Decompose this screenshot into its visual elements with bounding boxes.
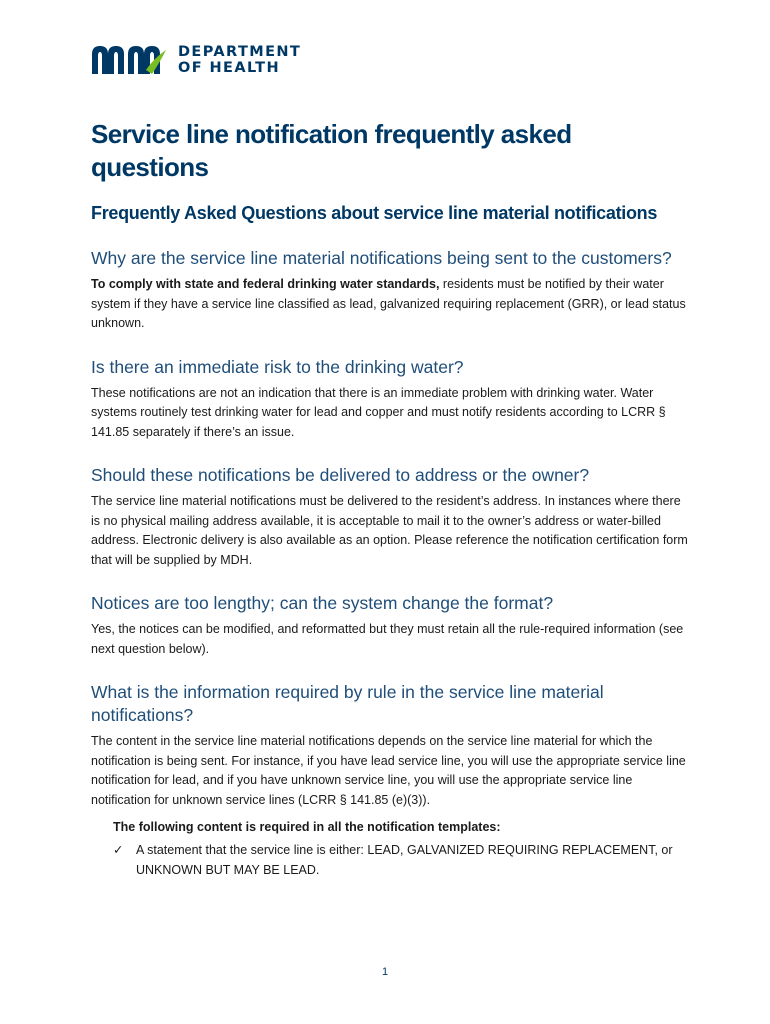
- faq-question-4: Notices are too lengthy; can the system change the format?: [91, 593, 554, 613]
- page-number: 1: [381, 966, 389, 978]
- faq-answer-1-bold: To comply with state and federal drinking water standards,: [91, 277, 440, 291]
- faq-answer-5: The content in the service line material notifications depends on the service line material for which the notification is being sent. For instance, if you have lead service line, you will use the appropriate service line notification for lead, and if you have unknown service line, you will use the appropriate service line notification for unknown service lines (LCRR § 141.85 (e)(3)).: [91, 734, 686, 807]
- logo-wordmark: [178, 44, 301, 76]
- logo-line-1: DEPARTMENT: [178, 44, 302, 60]
- page-subtitle: Frequently Asked Questions about service line material notifications: [91, 203, 658, 223]
- faq-answer-2: These notifications are not an indication that there is an immediate problem with drinking water. Water systems routinely test drinking water for lead and copper and must notify residents according to LCRR § 141.85 separately if there’s an issue.: [91, 385, 666, 439]
- mdh-logo: [90, 44, 301, 76]
- faq-question-5: What is the information required by rule in the service line material notifications?: [91, 682, 604, 725]
- faq-answer-4: Yes, the notices can be modified, and reformatted but they must retain all the rule-required information (see next question below).: [91, 622, 684, 656]
- faq-question-3: Should these notifications be delivered to address or the owner?: [91, 465, 590, 485]
- mn-logo-icon: [90, 44, 168, 76]
- faq-question-1: Why are the service line material notifications being sent to the customers?: [91, 248, 672, 268]
- page-title: Service line notification frequently asked questions: [91, 119, 572, 182]
- faq-answer-1: [91, 275, 691, 334]
- document-body: [91, 118, 691, 880]
- checklist-item-text: A statement that the service line is either: LEAD, GALVANIZED REQUIRING REPLACEMENT, or UNKNOWN BUT MAY BE LEAD.: [136, 843, 673, 877]
- checkmark-icon: ✓: [113, 843, 124, 857]
- required-content-lead: The following content is required in all the notification templates:: [113, 820, 501, 834]
- faq-question-2: Is there an immediate risk to the drinking water?: [91, 356, 464, 377]
- faq-answer-1-text: residents must be notified by their water system if they have a service line classified as lead, galvanized requiring replacement (GRR), or lead status unknown.: [91, 277, 686, 330]
- logo-line-2: OF HEALTH: [178, 60, 281, 76]
- faq-answer-3: The service line material notifications must be delivered to the resident’s address. In instances where there is no physical mailing address available, it is acceptable to mail it to the owner’s address or water-billed address. Electronic delivery is also available as an option. Please reference the notification certification form that will be supplied by MDH.: [91, 494, 688, 567]
- checklist-item: [113, 841, 691, 880]
